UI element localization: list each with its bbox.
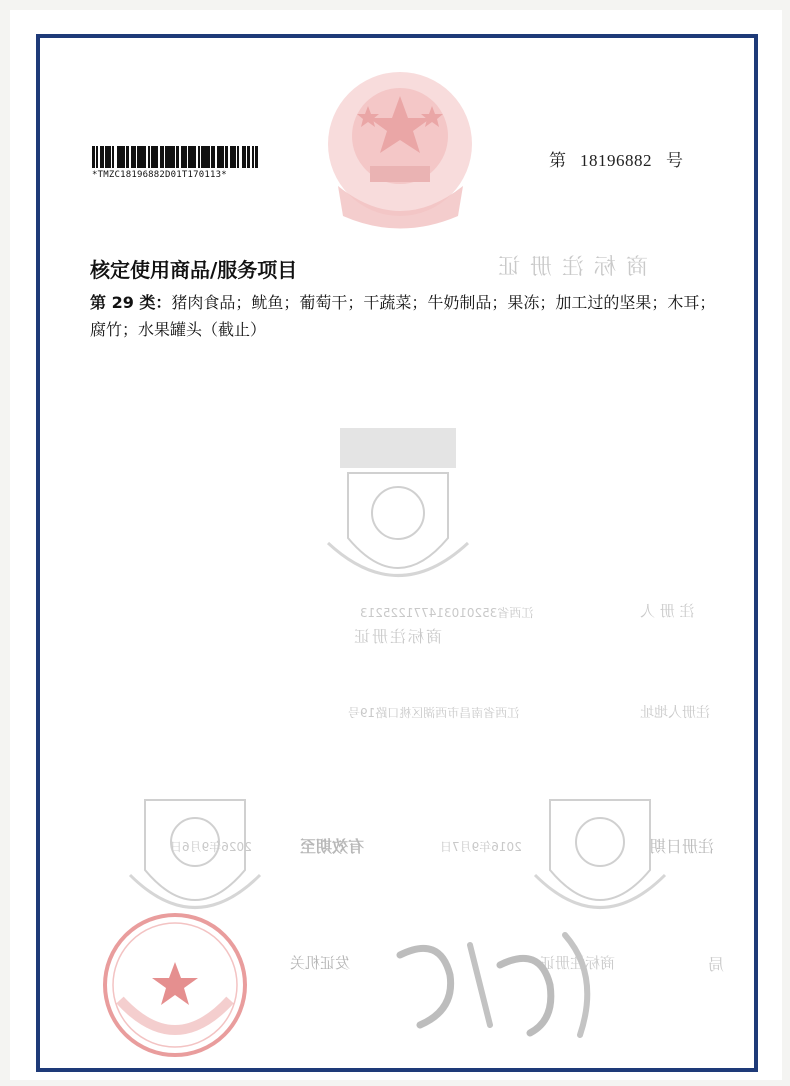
registration-number-value: 18196882	[580, 151, 652, 170]
barcode-text: *TMZC18196882D01T170113*	[92, 170, 227, 180]
ghost-title-3: 商标注册证	[540, 954, 616, 972]
ghost-issuer-label: 发证机关	[290, 954, 351, 972]
barcode-bars	[92, 146, 280, 168]
ghost-reg-date-label: 注册日期	[650, 837, 715, 856]
registration-suffix: 号	[666, 151, 683, 171]
police-badge-icon	[530, 780, 670, 930]
goods-class-label: 第 29 类：	[90, 293, 172, 312]
police-badge-icon	[318, 428, 478, 603]
ghost-title: 商标注册证	[488, 255, 649, 280]
police-badge-icon	[125, 780, 265, 930]
goods-list	[90, 289, 720, 343]
official-red-stamp	[100, 910, 250, 1060]
goods-items: 猪肉食品；鱿鱼；葡萄干；干蔬菜；牛奶制品；果冻；加工过的坚果；木耳；腐竹；水果罐头（截止）	[90, 293, 716, 339]
goods-heading: 核定使用商品/服务项目	[90, 258, 298, 282]
ghost-valid-label: 有效期至	[300, 837, 365, 856]
ghost-address-label: 注册人地址	[640, 705, 710, 721]
ghost-valid-value: 2026年9月6日	[170, 840, 252, 854]
ghost-bureau: 局	[708, 955, 725, 974]
ghost-title-2: 商标注册证	[352, 627, 443, 646]
ghost-registrant-label: 注 册 人	[640, 602, 695, 620]
ghost-registrant-value: 江西省352010314771225213	[360, 606, 534, 620]
ghost-address-value: 江西省南昌市西湖区桃口路19号	[348, 706, 520, 720]
barcode	[92, 146, 280, 180]
ghost-reg-date-value: 2016年9月7日	[440, 840, 522, 854]
registration-prefix: 第	[549, 151, 566, 171]
registration-number	[549, 146, 683, 171]
handwritten-signature	[380, 915, 630, 1045]
national-emblem-icon	[318, 66, 483, 231]
